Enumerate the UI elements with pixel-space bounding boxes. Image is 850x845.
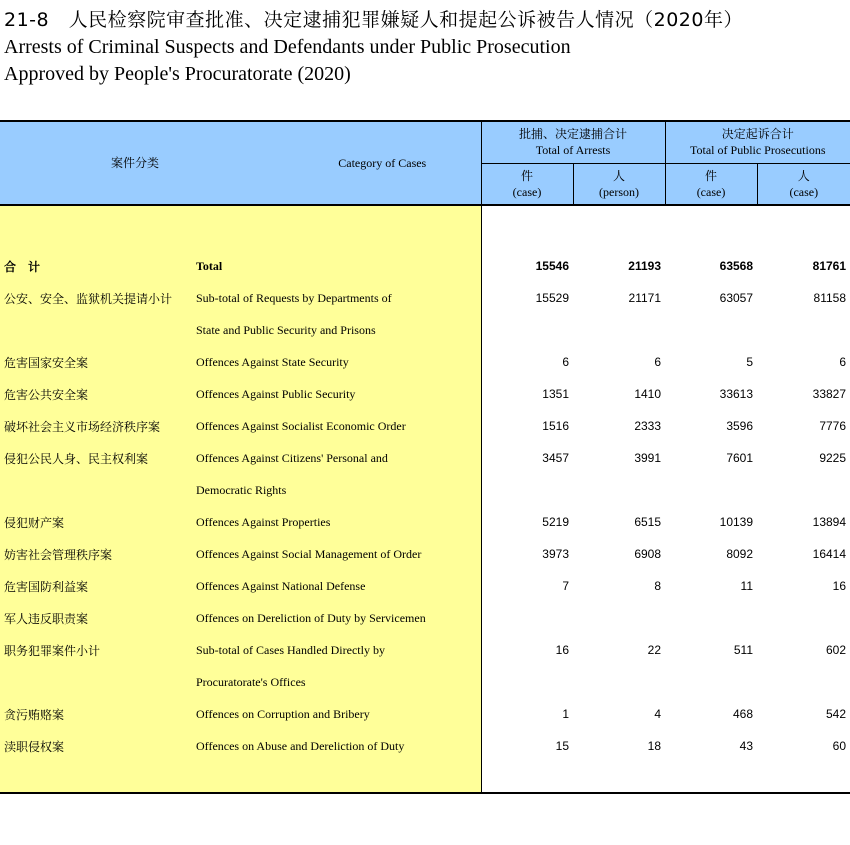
prosecutions-case-cell: 43 — [739, 739, 754, 753]
category-zh-cell: 危害公共安全案 — [0, 378, 196, 410]
arrests-person-cell — [573, 474, 665, 506]
prosecutions-person-cell: 9225 — [819, 451, 847, 465]
table-row — [0, 442, 850, 474]
arrests-person-cell: 8 — [654, 579, 662, 593]
prosecutions-person-cell: 6 — [839, 355, 847, 369]
table-row — [0, 506, 850, 538]
prosecutions-case-cell: 468 — [732, 707, 754, 721]
prosecutions-case-cell — [665, 666, 757, 698]
arrests-case-cell: 3457 — [481, 442, 573, 474]
arrests-case-cell — [481, 666, 573, 698]
prosecutions-person-cell: 7776 — [819, 419, 847, 433]
arrests-person-cell: 21171 — [628, 291, 662, 305]
arrests-case-cell: 15 — [481, 730, 573, 762]
category-zh-cell: 渎职侵权案 — [0, 730, 196, 762]
arrests-person-cell: 2333 — [634, 419, 662, 433]
unit-header-arrests-person: 人 (person) — [573, 163, 665, 205]
category-en-cell: Offences Against Social Management of Order — [196, 538, 481, 570]
table-row — [0, 570, 850, 602]
arrests-person-cell: 6515 — [634, 515, 662, 529]
arrests-person-cell: 3991 — [634, 451, 662, 465]
prosecutions-case-cell: 11 — [740, 579, 754, 593]
prosecutions-person-cell: 16414 — [812, 547, 847, 561]
group-header-arrests: 批捕、决定逮捕合计 Total of Arrests — [481, 121, 665, 163]
arrests-case-cell — [481, 474, 573, 506]
prosecutions-person-cell: 13894 — [812, 515, 847, 529]
category-en-cell: Offences on Corruption and Bribery — [196, 698, 481, 730]
category-zh-cell: 破坏社会主义市场经济秩序案 — [0, 410, 196, 442]
prosecutions-person-cell — [757, 602, 850, 634]
category-zh-cell — [0, 474, 196, 506]
unit-header-arrests-case: 件 (case) — [481, 163, 573, 205]
arrests-person-cell: 6908 — [634, 547, 662, 561]
prosecutions-case-cell: 10139 — [719, 515, 754, 529]
arrests-case-cell: 15546 — [481, 250, 573, 282]
unit-header-prosecutions-person: 人 (case) — [757, 163, 850, 205]
prosecutions-person-cell: 81158 — [813, 291, 847, 305]
category-zh-cell: 危害国防利益案 — [0, 570, 196, 602]
arrests-case-cell — [481, 314, 573, 346]
arrests-person-cell: 6 — [654, 355, 662, 369]
category-en-cell: Democratic Rights — [196, 474, 481, 506]
prosecutions-person-cell: 542 — [826, 707, 847, 721]
group-header-prosecutions: 决定起诉合计 Total of Public Prosecutions — [665, 121, 850, 163]
category-zh-cell: 贪污贿赂案 — [0, 698, 196, 730]
arrests-case-cell — [481, 602, 573, 634]
table-row — [0, 602, 850, 634]
statistics-table — [0, 120, 850, 794]
table-spacer-row — [0, 205, 850, 250]
category-en-cell: Offences Against Socialist Economic Order — [196, 410, 481, 442]
column-header-category-zh: 案件分类 — [0, 121, 196, 205]
prosecutions-case-cell: 5 — [746, 355, 754, 369]
arrests-person-cell — [573, 314, 665, 346]
arrests-person-cell: 21193 — [628, 259, 662, 273]
arrests-case-cell: 1 — [481, 698, 573, 730]
arrests-case-cell: 3973 — [481, 538, 573, 570]
table-title-en-line2: Approved by People's Procuratorate (2020) — [4, 63, 351, 85]
category-en-cell: Offences Against Properties — [196, 506, 481, 538]
arrests-person-cell: 22 — [647, 643, 662, 657]
table-row — [0, 346, 850, 378]
category-en-cell: Offences Against Public Security — [196, 378, 481, 410]
prosecutions-case-cell — [665, 314, 757, 346]
category-zh-cell: 职务犯罪案件小计 — [0, 634, 196, 666]
category-zh-cell: 合 计 — [0, 250, 196, 282]
table-row — [0, 666, 850, 698]
table-end-row — [0, 762, 850, 793]
table-row — [0, 378, 850, 410]
arrests-case-cell: 1351 — [481, 378, 573, 410]
arrests-case-cell: 5219 — [481, 506, 573, 538]
category-en-cell: Offences on Dereliction of Duty by Servicemen — [196, 602, 481, 634]
table-title-zh: 21-8 人民检察院审查批准、决定逮捕犯罪嫌疑人和提起公诉被告人情况（2020年） — [4, 9, 743, 31]
prosecutions-person-cell — [757, 474, 850, 506]
prosecutions-case-cell — [665, 474, 757, 506]
prosecutions-person-cell: 33827 — [812, 387, 847, 401]
column-header-category-en: Category of Cases — [196, 121, 481, 205]
arrests-person-cell — [573, 602, 665, 634]
prosecutions-person-cell: 81761 — [812, 259, 847, 273]
prosecutions-case-cell: 33613 — [719, 387, 754, 401]
table-row — [0, 698, 850, 730]
table-row — [0, 410, 850, 442]
arrests-person-cell: 4 — [654, 707, 662, 721]
category-en-cell: Procuratorate's Offices — [196, 666, 481, 698]
table-row — [0, 634, 850, 666]
prosecutions-person-cell — [757, 666, 850, 698]
table-row — [0, 538, 850, 570]
arrests-case-cell: 1516 — [481, 410, 573, 442]
category-en-cell: Offences Against National Defense — [196, 570, 481, 602]
prosecutions-case-cell: 511 — [733, 643, 754, 657]
table-row — [0, 282, 850, 314]
arrests-case-cell: 16 — [481, 634, 573, 666]
arrests-case-cell: 6 — [481, 346, 573, 378]
prosecutions-case-cell: 63057 — [719, 291, 754, 305]
category-zh-cell: 侵犯公民人身、民主权利案 — [0, 442, 196, 474]
prosecutions-case-cell: 63568 — [719, 259, 754, 273]
prosecutions-person-cell: 16 — [832, 579, 847, 593]
prosecutions-case-cell: 8092 — [726, 547, 754, 561]
prosecutions-person-cell: 602 — [826, 643, 847, 657]
table-title-en-line1: Arrests of Criminal Suspects and Defendants under Public Prosecution — [4, 36, 571, 58]
category-en-cell: Total — [196, 250, 481, 282]
category-zh-cell: 妨害社会管理秩序案 — [0, 538, 196, 570]
arrests-person-cell — [573, 666, 665, 698]
prosecutions-case-cell: 7601 — [726, 451, 754, 465]
table-row — [0, 474, 850, 506]
category-zh-cell: 军人违反职责案 — [0, 602, 196, 634]
category-zh-cell: 公安、安全、监狱机关提请小计 — [0, 282, 196, 314]
table-row — [0, 730, 850, 762]
category-en-cell: Sub-total of Requests by Departments of — [196, 282, 481, 314]
category-en-cell: Offences on Abuse and Dereliction of Duty — [196, 730, 481, 762]
arrests-case-cell: 15529 — [481, 282, 573, 314]
category-zh-cell: 危害国家安全案 — [0, 346, 196, 378]
category-en-cell: Offences Against Citizens' Personal and — [196, 442, 481, 474]
prosecutions-case-cell — [665, 602, 757, 634]
arrests-person-cell: 18 — [647, 739, 662, 753]
arrests-person-cell: 1410 — [634, 387, 662, 401]
table-row — [0, 250, 850, 282]
prosecutions-case-cell: 3596 — [726, 419, 754, 433]
category-en-cell: Sub-total of Cases Handled Directly by — [196, 634, 481, 666]
category-zh-cell: 侵犯财产案 — [0, 506, 196, 538]
prosecutions-person-cell — [757, 314, 850, 346]
category-en-cell: Offences Against State Security — [196, 346, 481, 378]
unit-header-prosecutions-case: 件 (case) — [665, 163, 757, 205]
table-row — [0, 314, 850, 346]
prosecutions-person-cell: 60 — [832, 739, 847, 753]
category-zh-cell — [0, 666, 196, 698]
category-zh-cell — [0, 314, 196, 346]
category-en-cell: State and Public Security and Prisons — [196, 314, 481, 346]
arrests-case-cell: 7 — [481, 570, 573, 602]
